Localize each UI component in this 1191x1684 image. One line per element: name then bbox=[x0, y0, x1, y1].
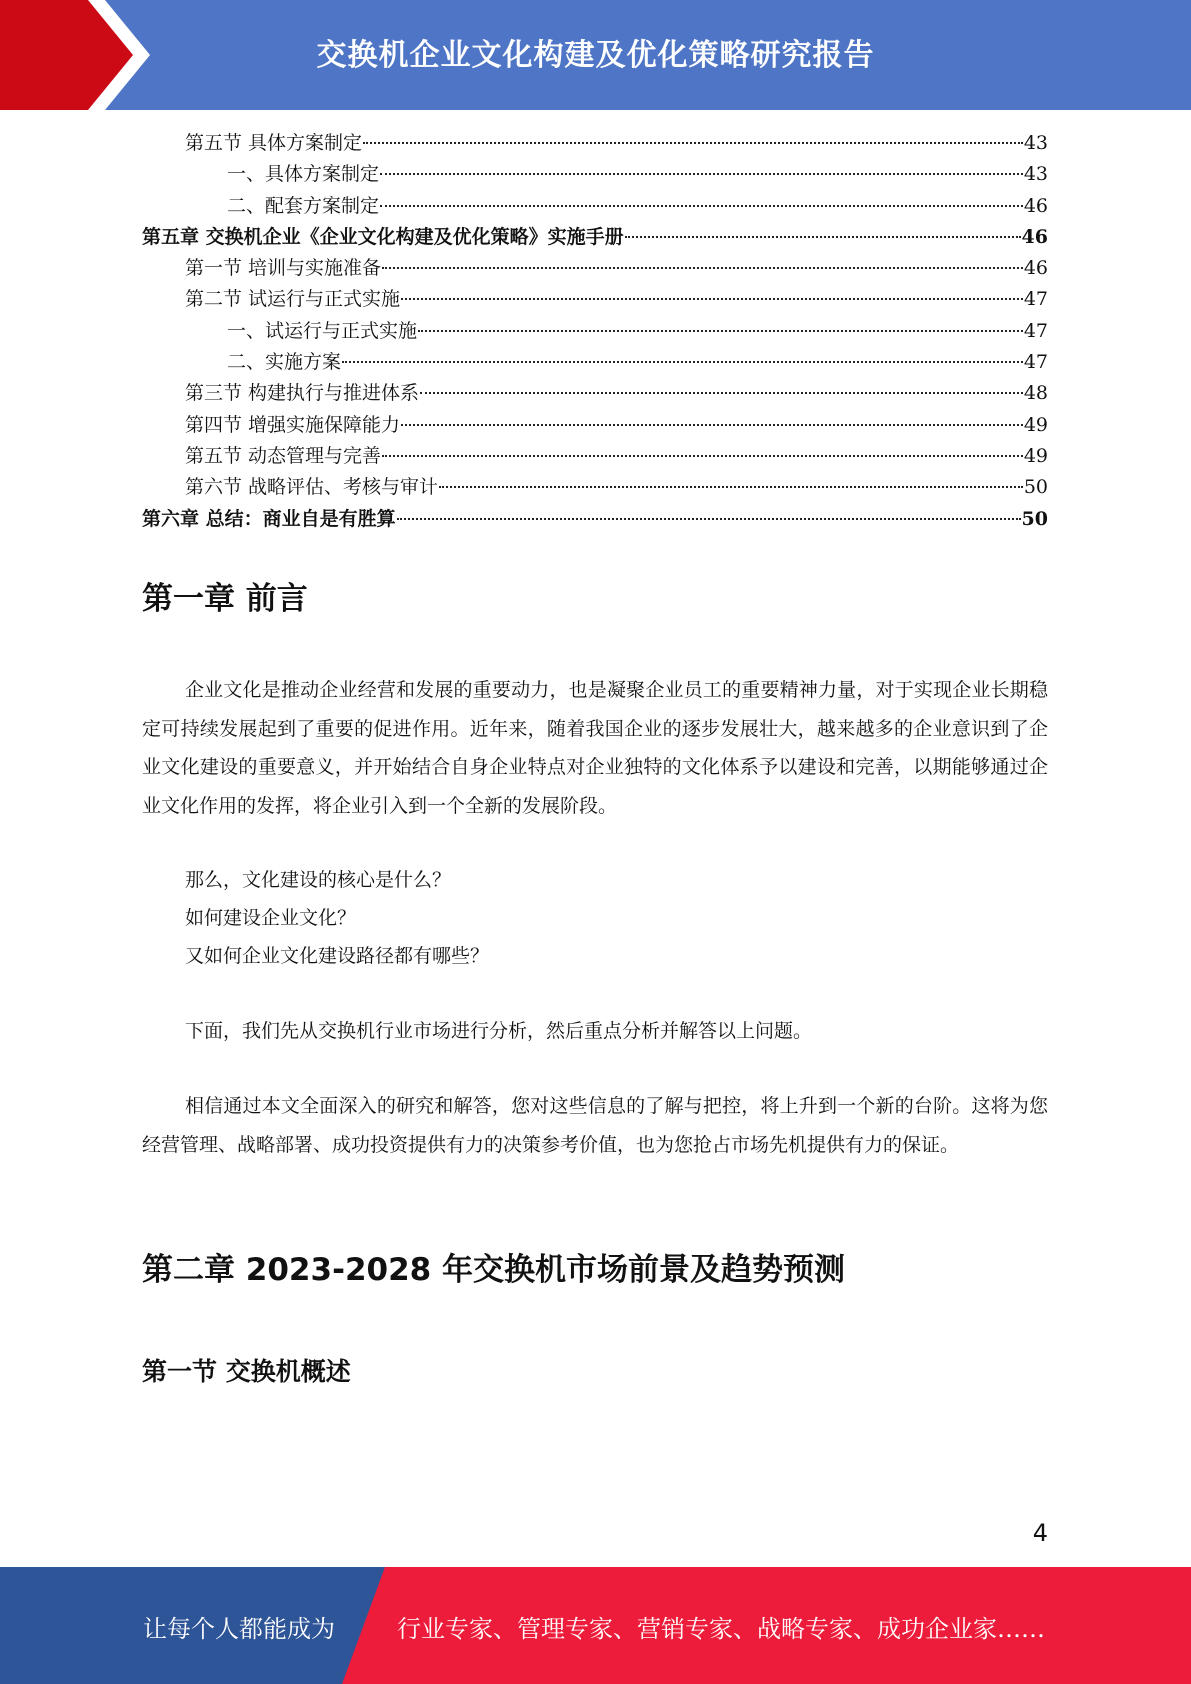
toc-entry-title: 第二节 试运行与正式实施 bbox=[185, 288, 401, 311]
header-title: 交换机企业文化构建及优化策略研究报告 bbox=[316, 38, 875, 73]
toc-entry-page: 43 bbox=[1023, 132, 1048, 154]
chapter-1-heading: 第一章 前言 bbox=[142, 581, 308, 617]
toc-entry-page: 47 bbox=[1023, 351, 1048, 374]
toc-dot-leader bbox=[363, 142, 1023, 144]
toc-entry-title: 第四节 增强实施保障能力 bbox=[185, 413, 401, 436]
toc-entry-title: 第六节 战略评估、考核与审计 bbox=[185, 476, 439, 499]
toc-dot-leader bbox=[380, 173, 1023, 175]
toc-entry[interactable] bbox=[142, 191, 1048, 222]
toc-entry[interactable] bbox=[142, 222, 1048, 253]
toc-entry-page: 46 bbox=[1021, 225, 1048, 248]
page-header bbox=[0, 0, 1191, 110]
toc-entry-page: 48 bbox=[1023, 382, 1048, 405]
toc-entry-page: 43 bbox=[1023, 163, 1048, 186]
toc-entry-title: 二、配套方案制定 bbox=[227, 194, 380, 217]
footer-slogan-right: 行业专家、管理专家、营销专家、战略专家、成功企业家…… bbox=[397, 1615, 1045, 1643]
toc-dot-leader bbox=[401, 424, 1023, 426]
section-1-heading: 第一节 交换机概述 bbox=[142, 1357, 351, 1386]
table-of-contents bbox=[142, 128, 1048, 535]
toc-entry[interactable] bbox=[142, 378, 1048, 409]
toc-entry[interactable] bbox=[142, 472, 1048, 503]
toc-entry-page: 49 bbox=[1023, 444, 1048, 467]
toc-entry-page: 50 bbox=[1021, 507, 1048, 530]
chapter-1-paragraph-1: 企业文化是推动企业经营和发展的重要动力，也是凝聚企业员工的重要精神力量，对于实现企业长期稳定可持续发展起到了重要的促进作用。近年来，随着我国企业的逐步发展壮大，越来越多的企业意识到了企业文化建设的重要意义，并开始结合自身企业特点对企业独特的文化体系予以建设和完善，以期能够通过企业文化作用的发挥，将企业引入到一个全新的发展阶段。 bbox=[142, 679, 1048, 817]
toc-dot-leader bbox=[382, 267, 1023, 269]
toc-dot-leader bbox=[342, 361, 1023, 363]
toc-entry-title: 一、具体方案制定 bbox=[227, 163, 380, 186]
toc-dot-leader bbox=[401, 298, 1023, 300]
toc-entry[interactable] bbox=[142, 504, 1048, 535]
page-footer bbox=[0, 1567, 1191, 1684]
chapter-2-heading: 第二章 2023-2028 年交换机市场前景及趋势预测 bbox=[142, 1252, 846, 1288]
toc-entry-title: 第六章 总结：商业自是有胜算 bbox=[142, 507, 396, 530]
toc-dot-leader bbox=[397, 518, 1021, 520]
toc-entry-page: 49 bbox=[1023, 413, 1048, 436]
toc-dot-leader bbox=[418, 330, 1023, 332]
chapter-1-paragraph-2: 下面，我们先从交换机行业市场进行分析，然后重点分析并解答以上问题。 bbox=[185, 1020, 813, 1042]
question-3: 又如何企业文化建设路径都有哪些？ bbox=[185, 945, 490, 967]
footer-slogan-left: 让每个人都能成为 bbox=[143, 1615, 335, 1643]
toc-entry-title: 第三节 构建执行与推进体系 bbox=[185, 382, 420, 405]
toc-dot-leader bbox=[420, 392, 1023, 394]
toc-entry-title: 一、试运行与正式实施 bbox=[227, 319, 418, 342]
toc-entry[interactable] bbox=[142, 410, 1048, 441]
toc-entry-page: 47 bbox=[1023, 288, 1048, 311]
toc-dot-leader bbox=[382, 455, 1023, 457]
question-1: 那么，文化建设的核心是什么？ bbox=[185, 869, 452, 891]
chapter-1-paragraph-3: 相信通过本文全面深入的研究和解答，您对这些信息的了解与把控，将上升到一个新的台阶。这将为您经营管理、战略部署、成功投资提供有力的决策参考价值，也为您抢占市场先机提供有力的保证。 bbox=[142, 1095, 1048, 1156]
toc-entry[interactable] bbox=[142, 253, 1048, 284]
toc-entry-title: 第五节 具体方案制定 bbox=[185, 132, 363, 154]
page-number: 4 bbox=[1032, 1519, 1048, 1547]
toc-entry[interactable] bbox=[142, 316, 1048, 347]
toc-dot-leader bbox=[380, 205, 1023, 207]
toc-entry-title: 二、实施方案 bbox=[227, 351, 342, 374]
toc-entry-page: 50 bbox=[1023, 476, 1048, 499]
toc-entry-title: 第一节 培训与实施准备 bbox=[185, 257, 382, 280]
toc-entry[interactable] bbox=[142, 441, 1048, 472]
toc-entry[interactable] bbox=[142, 284, 1048, 315]
toc-entry[interactable] bbox=[142, 347, 1048, 378]
question-2: 如何建设企业文化？ bbox=[185, 907, 357, 929]
toc-entry[interactable] bbox=[142, 128, 1048, 159]
toc-entry-title: 第五节 动态管理与完善 bbox=[185, 444, 382, 467]
toc-entry-page: 47 bbox=[1023, 319, 1048, 342]
toc-entry[interactable] bbox=[142, 159, 1048, 190]
toc-dot-leader bbox=[625, 236, 1021, 238]
toc-entry-page: 46 bbox=[1023, 257, 1048, 280]
toc-entry-title: 第五章 交换机企业《企业文化构建及优化策略》实施手册 bbox=[142, 225, 624, 248]
toc-entry-page: 46 bbox=[1023, 194, 1048, 217]
toc-dot-leader bbox=[439, 486, 1023, 488]
